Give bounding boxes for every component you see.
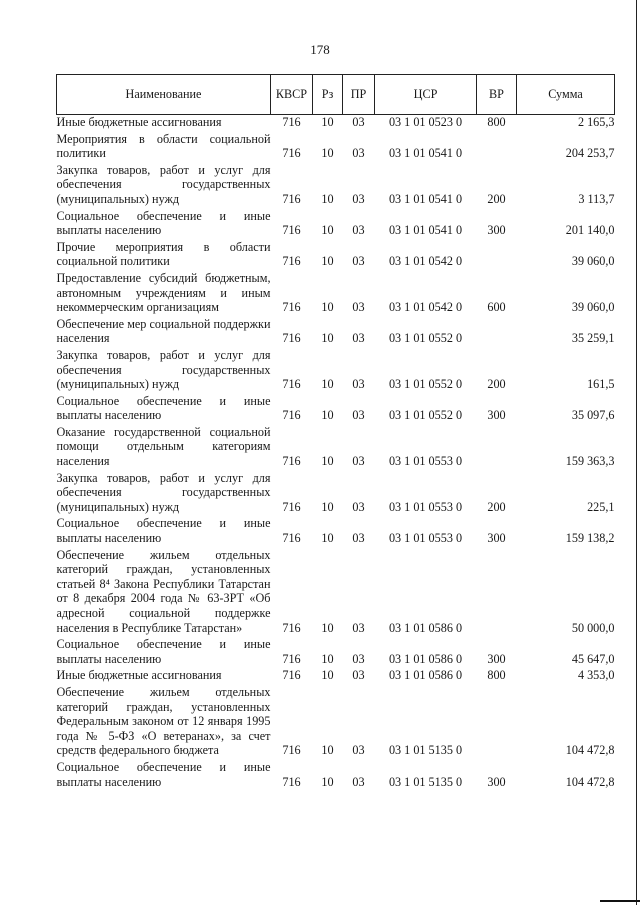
cell-rz: 10	[321, 115, 334, 129]
row-name-text: Социальное обеспечение и иные выплаты населению	[56, 759, 271, 789]
cell-pr: 03	[352, 668, 365, 683]
table-row	[57, 394, 615, 425]
cell-csr: 03 1 01 0542 0	[388, 300, 463, 315]
row-name-text: Обеспечение жильем отдельных категорий граждан, установленных статьей 8⁴ Закона Республики Татарстан от 8 декабря 2004 года № 63-ЗРТ «Об адресной социальной поддержке населения в Республике Татарстан»	[56, 547, 271, 635]
cell-kvsr: 716	[282, 408, 301, 423]
header-name: Наименование	[57, 75, 271, 115]
table-row	[57, 425, 615, 471]
cell-vr: 800	[487, 668, 506, 683]
cell-name	[57, 163, 271, 209]
cell-csr: 03 1 01 0552 0	[388, 331, 463, 346]
header-kvsr: КВСР	[271, 75, 313, 115]
cell-sum: 201 140,0	[565, 223, 615, 238]
row-name-text: Прочие мероприятия в области социальной политики	[56, 239, 271, 269]
cell-rz: 10	[321, 620, 334, 635]
cell-name	[57, 132, 271, 163]
cell-name	[57, 637, 271, 668]
cell-sum: 161,5	[587, 377, 615, 392]
cell-rz: 10	[321, 651, 334, 666]
cell-rz: 10	[321, 223, 334, 238]
cell-csr: 03 1 01 0586 0	[388, 651, 463, 666]
row-name-text: Обеспечение жильем отдельных категорий граждан, установленных Федеральным законом от 12 января 1995 года № 5-ФЗ «О ветеранах», за счет средств федерального бюджета	[56, 684, 271, 758]
cell-rz: 10	[321, 499, 334, 514]
table-row	[57, 132, 615, 163]
cell-sum: 39 060,0	[571, 300, 615, 315]
cell-kvsr: 716	[282, 499, 301, 514]
cell-kvsr: 716	[282, 531, 301, 546]
cell-csr: 03 1 01 0552 0	[388, 408, 463, 423]
header-pr: ПР	[343, 75, 375, 115]
cell-name	[57, 760, 271, 791]
cell-pr: 03	[352, 331, 365, 346]
row-name-text: Закупка товаров, работ и услуг для обеспечения государственных (муниципальных) нужд	[56, 162, 271, 206]
cell-name	[57, 209, 271, 240]
cell-vr: 300	[487, 223, 506, 238]
cell-sum: 35 097,6	[571, 408, 615, 423]
cell-kvsr: 716	[282, 146, 301, 161]
cell-pr: 03	[352, 191, 365, 206]
cell-kvsr: 716	[282, 254, 301, 269]
cell-pr: 03	[352, 499, 365, 514]
table-row	[57, 348, 615, 394]
table-row	[57, 240, 615, 271]
cell-sum: 204 253,7	[565, 146, 615, 161]
cell-sum: 159 138,2	[565, 531, 615, 546]
cell-rz: 10	[321, 254, 334, 269]
cell-csr: 03 1 01 0553 0	[388, 454, 463, 469]
table-row	[57, 471, 615, 517]
cell-kvsr: 716	[282, 454, 301, 469]
cell-kvsr: 716	[282, 115, 301, 129]
cell-csr: 03 1 01 0553 0	[388, 499, 463, 514]
cell-csr: 03 1 01 0586 0	[388, 668, 463, 683]
cell-csr: 03 1 01 0523 0	[388, 115, 463, 129]
cell-vr: 300	[487, 651, 506, 666]
cell-rz: 10	[321, 408, 334, 423]
cell-kvsr: 716	[282, 223, 301, 238]
cell-vr: 800	[487, 115, 506, 129]
cell-rz: 10	[321, 191, 334, 206]
row-name-text: Иные бюджетные ассигнования	[56, 668, 222, 683]
cell-vr: 200	[487, 191, 506, 206]
header-rz: Рз	[313, 75, 343, 115]
cell-csr: 03 1 01 0541 0	[388, 191, 463, 206]
cell-vr: 300	[487, 531, 506, 546]
row-name-text: Социальное обеспечение и иные выплаты населению	[56, 393, 271, 423]
cell-sum: 50 000,0	[571, 620, 615, 635]
cell-pr: 03	[352, 651, 365, 666]
header-sum: Сумма	[517, 75, 615, 115]
cell-pr: 03	[352, 620, 365, 635]
cell-sum: 4 353,0	[577, 668, 615, 683]
cell-vr	[477, 685, 517, 760]
cell-vr: 300	[487, 774, 506, 789]
cell-pr: 03	[352, 223, 365, 238]
header-vr: ВР	[477, 75, 517, 115]
cell-sum: 104 472,8	[565, 743, 615, 758]
cell-rz: 10	[321, 300, 334, 315]
cell-name	[57, 115, 271, 132]
row-name-text: Обеспечение мер социальной поддержки населения	[56, 316, 271, 346]
header-csr: ЦСР	[375, 75, 477, 115]
cell-name	[57, 317, 271, 348]
cell-vr	[477, 317, 517, 348]
cell-name	[57, 516, 271, 547]
cell-pr: 03	[352, 743, 365, 758]
cell-pr: 03	[352, 454, 365, 469]
cell-kvsr: 716	[282, 300, 301, 315]
page-number: 178	[310, 42, 330, 57]
cell-vr	[477, 548, 517, 638]
cell-name	[57, 271, 271, 317]
cell-sum: 39 060,0	[571, 254, 615, 269]
scan-edge-line	[636, 0, 637, 905]
cell-pr: 03	[352, 115, 365, 129]
cell-csr: 03 1 01 0542 0	[388, 254, 463, 269]
cell-kvsr: 716	[282, 774, 301, 789]
cell-vr: 600	[487, 300, 506, 315]
cell-sum: 104 472,8	[565, 774, 615, 789]
cell-name	[57, 685, 271, 760]
cell-kvsr: 716	[282, 620, 301, 635]
cell-rz: 10	[321, 531, 334, 546]
cell-csr: 03 1 01 0541 0	[388, 223, 463, 238]
cell-vr: 300	[487, 408, 506, 423]
cell-pr: 03	[352, 531, 365, 546]
row-name-text: Социальное обеспечение и иные выплаты населению	[56, 637, 271, 666]
cell-kvsr: 716	[282, 331, 301, 346]
row-name-text: Закупка товаров, работ и услуг для обеспечения государственных (муниципальных) нужд	[56, 470, 271, 514]
table-row	[57, 548, 615, 638]
cell-vr	[477, 240, 517, 271]
row-name-text: Предоставление субсидий бюджетным, автономным учреждениям и иным некоммерческим организациям	[56, 270, 271, 315]
row-name-text: Социальное обеспечение и иные выплаты населению	[56, 208, 271, 238]
cell-kvsr: 716	[282, 743, 301, 758]
cell-pr: 03	[352, 377, 365, 392]
cell-name	[57, 240, 271, 271]
table-row	[57, 271, 615, 317]
row-name-text: Оказание государственной социальной помощи отдельным категориям населения	[56, 424, 271, 469]
budget-table	[56, 74, 615, 791]
table-header-row	[57, 75, 615, 115]
table-row	[57, 637, 615, 668]
row-name-text: Мероприятия в области социальной политики	[56, 131, 271, 161]
cell-csr: 03 1 01 0553 0	[388, 531, 463, 546]
cell-pr: 03	[352, 774, 365, 789]
cell-name	[57, 668, 271, 685]
table-row	[57, 760, 615, 791]
cell-name	[57, 425, 271, 471]
cell-kvsr: 716	[282, 191, 301, 206]
table-row	[57, 115, 615, 132]
cell-rz: 10	[321, 377, 334, 392]
table-row	[57, 163, 615, 209]
cell-sum: 45 647,0	[571, 651, 615, 666]
cell-vr	[477, 425, 517, 471]
cell-sum: 35 259,1	[571, 331, 615, 346]
cell-pr: 03	[352, 408, 365, 423]
cell-vr: 200	[487, 499, 506, 514]
table-row	[57, 668, 615, 685]
cell-name	[57, 548, 271, 638]
cell-pr: 03	[352, 300, 365, 315]
cell-vr: 200	[487, 377, 506, 392]
table-row	[57, 685, 615, 760]
cell-rz: 10	[321, 774, 334, 789]
cell-sum: 225,1	[587, 499, 615, 514]
cell-csr: 03 1 01 0586 0	[388, 620, 463, 635]
cell-kvsr: 716	[282, 668, 301, 683]
cell-rz: 10	[321, 743, 334, 758]
cell-rz: 10	[321, 331, 334, 346]
row-name-text: Социальное обеспечение и иные выплаты населению	[56, 516, 271, 546]
row-name-text: Закупка товаров, работ и услуг для обеспечения государственных (муниципальных) нужд	[56, 347, 271, 392]
cell-rz: 10	[321, 146, 334, 161]
cell-csr: 03 1 01 5135 0	[388, 774, 463, 789]
scan-edge-mark	[600, 900, 640, 902]
cell-rz: 10	[321, 668, 334, 683]
cell-sum: 159 363,3	[565, 454, 615, 469]
cell-pr: 03	[352, 146, 365, 161]
cell-name	[57, 471, 271, 517]
cell-csr: 03 1 01 0541 0	[388, 146, 463, 161]
cell-name	[57, 348, 271, 394]
cell-pr: 03	[352, 254, 365, 269]
cell-csr: 03 1 01 5135 0	[388, 743, 463, 758]
cell-vr	[477, 132, 517, 163]
table-row	[57, 516, 615, 547]
row-name-text: Иные бюджетные ассигнования	[56, 115, 222, 129]
cell-csr: 03 1 01 0552 0	[388, 377, 463, 392]
cell-name	[57, 394, 271, 425]
cell-sum: 2 165,3	[577, 115, 615, 129]
cell-kvsr: 716	[282, 651, 301, 666]
table-row	[57, 317, 615, 348]
cell-rz: 10	[321, 454, 334, 469]
cell-sum: 3 113,7	[578, 191, 615, 206]
cell-kvsr: 716	[282, 377, 301, 392]
table-row	[57, 209, 615, 240]
